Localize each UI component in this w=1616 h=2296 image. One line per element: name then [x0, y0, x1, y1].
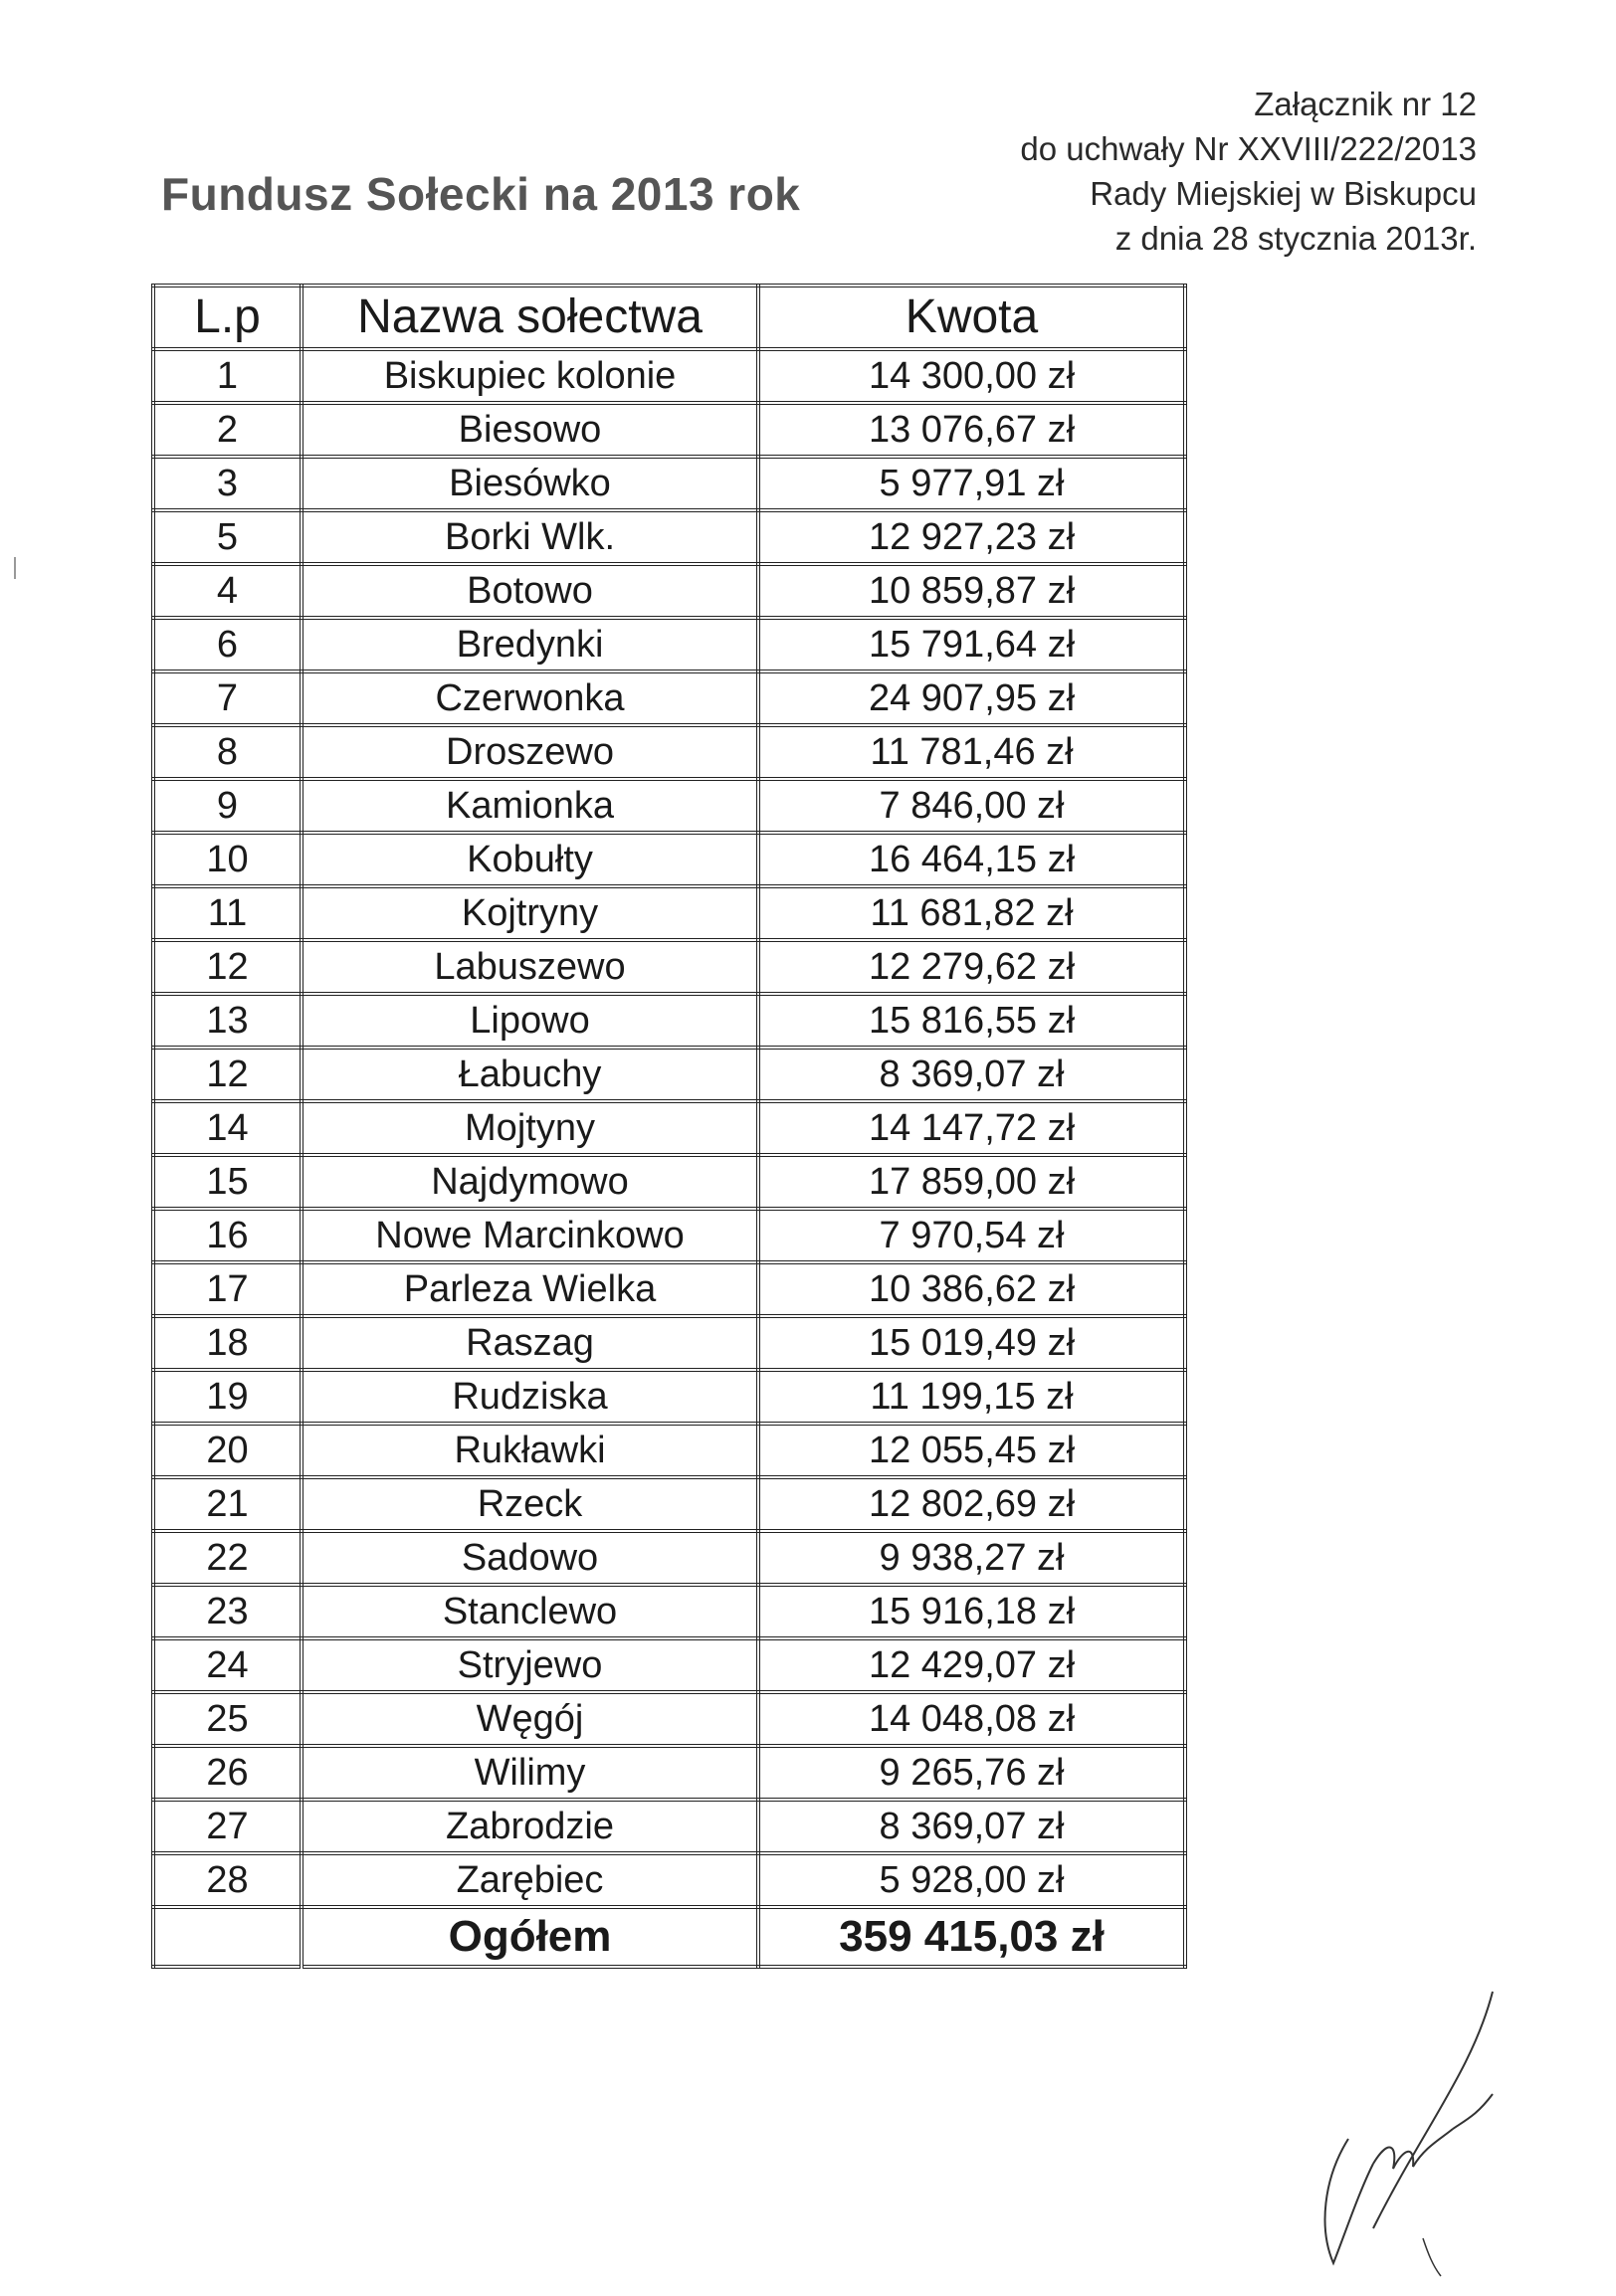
handwritten-signature [1304, 1980, 1542, 2278]
cell-name: Lipowo [302, 994, 758, 1048]
table-row [153, 1531, 1185, 1585]
cell-amount: 10 859,87 zł [758, 564, 1185, 618]
table-row [153, 1209, 1185, 1262]
cell-name: Zabrodzie [302, 1800, 758, 1853]
cell-name: Kojtryny [302, 886, 758, 940]
cell-lp: 18 [153, 1316, 302, 1370]
cell-amount: 5 977,91 zł [758, 457, 1185, 510]
cell-name: Stanclewo [302, 1585, 758, 1638]
total-row [153, 1907, 1185, 1967]
cell-amount: 8 369,07 zł [758, 1800, 1185, 1853]
cell-lp: 28 [153, 1853, 302, 1907]
cell-amount: 16 464,15 zł [758, 833, 1185, 886]
table-row [153, 1477, 1185, 1531]
cell-name: Droszewo [302, 725, 758, 779]
table-row [153, 510, 1185, 564]
cell-lp: 6 [153, 618, 302, 671]
document-title: Fundusz Sołecki na 2013 rok [161, 168, 801, 220]
cell-name: Biesowo [302, 403, 758, 457]
cell-lp: 2 [153, 403, 302, 457]
table-row [153, 779, 1185, 833]
cell-name: Bredynki [302, 618, 758, 671]
attachment-number: Załącznik nr 12 [1254, 86, 1477, 122]
header-name: Nazwa sołectwa [302, 286, 758, 349]
cell-amount: 12 055,45 zł [758, 1424, 1185, 1477]
cell-lp: 16 [153, 1209, 302, 1262]
table-row [153, 1048, 1185, 1101]
cell-amount: 10 386,62 zł [758, 1262, 1185, 1316]
table-row [153, 833, 1185, 886]
table-row [153, 725, 1185, 779]
cell-amount: 14 048,08 zł [758, 1692, 1185, 1746]
table-row [153, 1853, 1185, 1907]
header-amount: Kwota [758, 286, 1185, 349]
cell-amount: 15 791,64 zł [758, 618, 1185, 671]
cell-lp: 10 [153, 833, 302, 886]
cell-lp: 26 [153, 1746, 302, 1800]
total-amount: 359 415,03 zł [758, 1907, 1185, 1967]
resolution-date: z dnia 28 stycznia 2013r. [1114, 220, 1477, 257]
cell-lp: 11 [153, 886, 302, 940]
cell-name: Borki Wlk. [302, 510, 758, 564]
table-row [153, 457, 1185, 510]
cell-amount: 9 265,76 zł [758, 1746, 1185, 1800]
cell-amount: 7 846,00 zł [758, 779, 1185, 833]
cell-amount: 11 199,15 zł [758, 1370, 1185, 1424]
table-row [153, 403, 1185, 457]
cell-name: Raszag [302, 1316, 758, 1370]
cell-lp: 13 [153, 994, 302, 1048]
table-row [153, 1155, 1185, 1209]
cell-amount: 12 279,62 zł [758, 940, 1185, 994]
cell-amount: 15 916,18 zł [758, 1585, 1185, 1638]
cell-name: Mojtyny [302, 1101, 758, 1155]
scan-artifact [14, 557, 16, 579]
cell-amount: 12 802,69 zł [758, 1477, 1185, 1531]
table-row [153, 349, 1185, 403]
cell-amount: 12 429,07 zł [758, 1638, 1185, 1692]
table-row [153, 1316, 1185, 1370]
council-name: Rady Miejskiej w Biskupcu [1090, 175, 1477, 212]
total-blank-cell [153, 1907, 302, 1967]
fund-table [151, 284, 1187, 1969]
cell-amount: 15 816,55 zł [758, 994, 1185, 1048]
cell-name: Biesówko [302, 457, 758, 510]
table-row [153, 1101, 1185, 1155]
header-lp: L.p [153, 286, 302, 349]
cell-amount: 14 300,00 zł [758, 349, 1185, 403]
cell-lp: 8 [153, 725, 302, 779]
cell-amount: 9 938,27 zł [758, 1531, 1185, 1585]
cell-lp: 4 [153, 564, 302, 618]
cell-amount: 5 928,00 zł [758, 1853, 1185, 1907]
table-header-row [153, 286, 1185, 349]
cell-lp: 9 [153, 779, 302, 833]
table-row [153, 1262, 1185, 1316]
total-label: Ogółem [302, 1907, 758, 1967]
cell-lp: 24 [153, 1638, 302, 1692]
cell-amount: 17 859,00 zł [758, 1155, 1185, 1209]
table-row [153, 940, 1185, 994]
cell-amount: 12 927,23 zł [758, 510, 1185, 564]
cell-name: Nowe Marcinkowo [302, 1209, 758, 1262]
cell-amount: 11 681,82 zł [758, 886, 1185, 940]
cell-name: Botowo [302, 564, 758, 618]
table-row [153, 1800, 1185, 1853]
resolution-reference: do uchwały Nr XXVIII/222/2013 [1020, 130, 1477, 167]
cell-lp: 1 [153, 349, 302, 403]
table-row [153, 1370, 1185, 1424]
cell-lp: 25 [153, 1692, 302, 1746]
cell-lp: 23 [153, 1585, 302, 1638]
cell-name: Łabuchy [302, 1048, 758, 1101]
cell-lp: 22 [153, 1531, 302, 1585]
cell-lp: 7 [153, 671, 302, 725]
cell-name: Najdymowo [302, 1155, 758, 1209]
table-row [153, 1746, 1185, 1800]
cell-amount: 11 781,46 zł [758, 725, 1185, 779]
cell-name: Stryjewo [302, 1638, 758, 1692]
cell-name: Węgój [302, 1692, 758, 1746]
cell-name: Rukławki [302, 1424, 758, 1477]
cell-lp: 17 [153, 1262, 302, 1316]
cell-lp: 3 [153, 457, 302, 510]
cell-name: Sadowo [302, 1531, 758, 1585]
cell-amount: 8 369,07 zł [758, 1048, 1185, 1101]
table-row [153, 1638, 1185, 1692]
cell-name: Rudziska [302, 1370, 758, 1424]
cell-name: Biskupiec kolonie [302, 349, 758, 403]
cell-lp: 15 [153, 1155, 302, 1209]
cell-lp: 12 [153, 1048, 302, 1101]
attachment-note [1020, 82, 1477, 261]
cell-lp: 20 [153, 1424, 302, 1477]
cell-lp: 19 [153, 1370, 302, 1424]
table-row [153, 618, 1185, 671]
cell-lp: 14 [153, 1101, 302, 1155]
cell-name: Kobułty [302, 833, 758, 886]
cell-lp: 12 [153, 940, 302, 994]
cell-amount: 24 907,95 zł [758, 671, 1185, 725]
table-row [153, 564, 1185, 618]
cell-amount: 7 970,54 zł [758, 1209, 1185, 1262]
cell-amount: 15 019,49 zł [758, 1316, 1185, 1370]
cell-name: Zarębiec [302, 1853, 758, 1907]
cell-name: Czerwonka [302, 671, 758, 725]
table-row [153, 671, 1185, 725]
table-row [153, 1424, 1185, 1477]
cell-name: Parleza Wielka [302, 1262, 758, 1316]
cell-name: Rzeck [302, 1477, 758, 1531]
cell-lp: 5 [153, 510, 302, 564]
cell-name: Labuszewo [302, 940, 758, 994]
table-row [153, 886, 1185, 940]
cell-name: Kamionka [302, 779, 758, 833]
cell-amount: 14 147,72 zł [758, 1101, 1185, 1155]
cell-lp: 21 [153, 1477, 302, 1531]
table-row [153, 994, 1185, 1048]
cell-name: Wilimy [302, 1746, 758, 1800]
table-row [153, 1692, 1185, 1746]
table-row [153, 1585, 1185, 1638]
cell-amount: 13 076,67 zł [758, 403, 1185, 457]
cell-lp: 27 [153, 1800, 302, 1853]
